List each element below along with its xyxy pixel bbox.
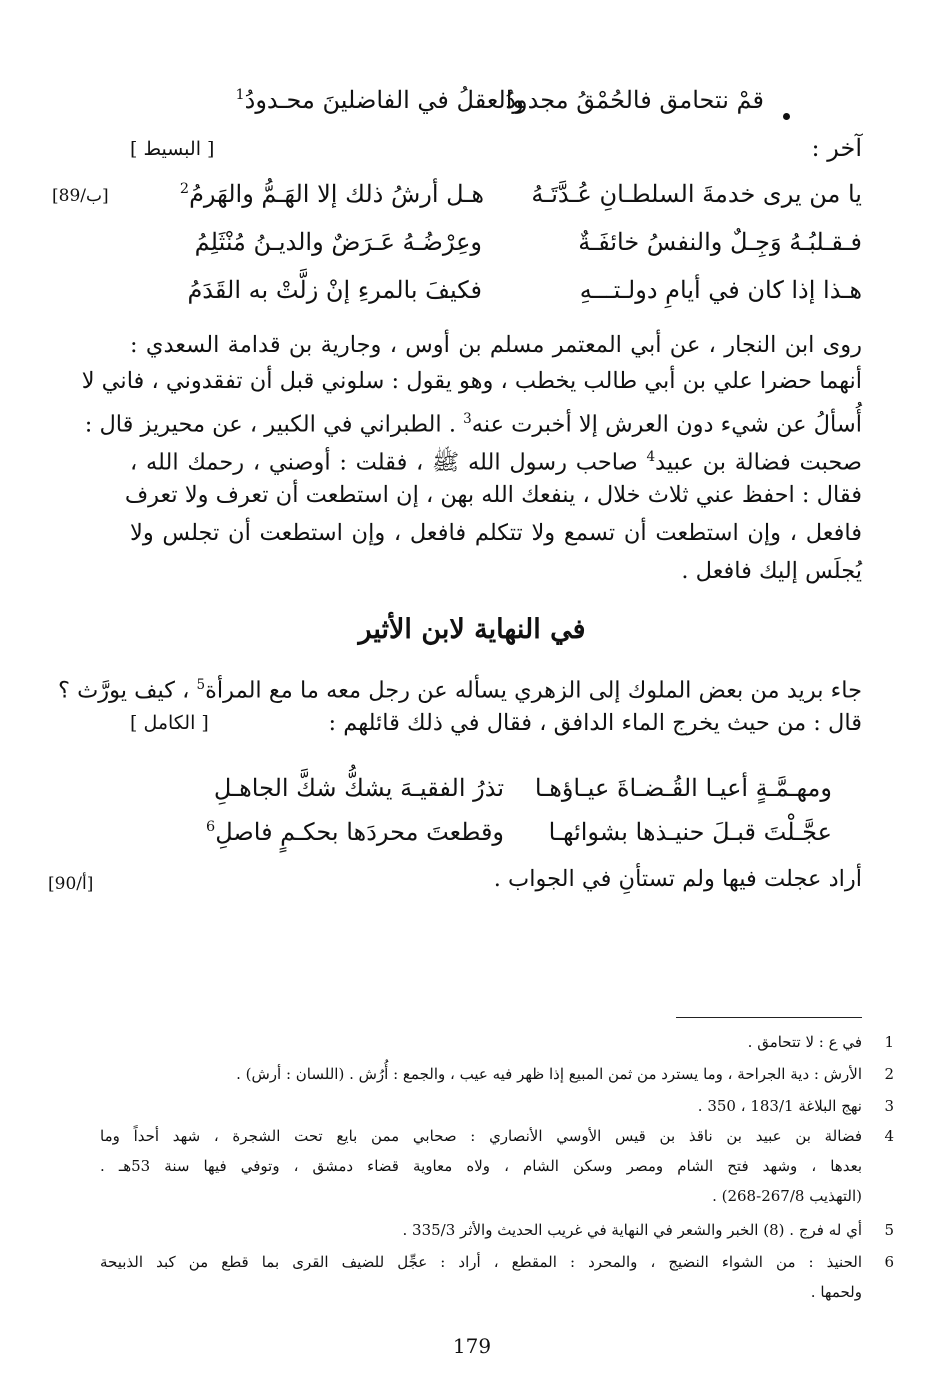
prose-line: جاء بريد من بعض الملوك إلى الزهري يسأله عن رجل معه ما مع المرأة$^5$ ، كيف يورَّث ؟ — [57, 677, 862, 704]
prose-line: صحبت فضالة بن عبيد$^4$ صاحب رسول الله ﷺ ، فقلت : أوصني ، رحمك الله ، — [130, 449, 862, 476]
verse-6-hemistich-right: عجَّـلْتَ قبـلَ حنيـذها بشوائهـا — [548, 818, 832, 846]
prose-line: يُجلَس إليك فافعل . — [681, 558, 862, 584]
verse-2-hemistich-right: يا من يرى خدمةَ السلطـانِ عُـدَّتَـهُ — [531, 180, 862, 208]
prose-line: أُسألُ عن شيء دون العرش إلا أخبرت عنه$^3$ . الطبراني في الكبير ، عن محيريز قال : — [84, 411, 862, 438]
poet-label: آخر : — [811, 134, 862, 162]
footnote: 5 أي له فرج . (8) الخبر والشعر في النهاية في غريب الحديث والأثر 335/3 . — [402, 1221, 894, 1239]
footnote: 6 الحنيذ : من الشواء النضيج ، والمحرد : المقطع ، أراد : عجِّل للضيف القرى بما قطع من كبد الذبيحة ولحمها . — [100, 1253, 894, 1301]
verse-5-hemistich-left: تذرُ الفقيـهَ يشكُّ شكَّ الجاهـلِ — [213, 774, 504, 802]
verse-3-hemistich-right: فـقـلبُـهُ وَجِـلٌ والنفسُ خائفَـةٌ — [578, 228, 862, 256]
prose-line: روى ابن النجار ، عن أبي المعتمر مسلم بن أوس ، وجارية بن قدامة السعدي : — [130, 332, 862, 358]
verse-4-hemistich-left: فكيفَ بالمرءِ إنْ زلَّتْ به القَدَمُ — [187, 276, 482, 304]
manuscript-folio-marker: [89/ب] — [52, 186, 109, 206]
prose-line: فقال : احفظ عني ثلاث خلال ، ينفعك الله بهن ، إن استطعت أن تعرف ولا تعرف — [124, 482, 862, 508]
footnote: 4 فضالة بن عبيد بن ناقذ بن قيس الأوسي الأنصاري : صحابي ممن بايع تحت الشجرة ، شهد أحداً وما بعدها ، وشهد فتح الشام ومصر وسكن الشام ، ولاه معاوية قضاء دمشق ، وتوفي فيها سنة 53هـ . (التهذيب 267/8-268) . — [100, 1127, 894, 1205]
footnote: 1 في ع : لا تتحامق . — [747, 1033, 894, 1051]
verse-5-hemistich-right: ومهـمَّـةٍ أعيـا القُـضـاةَ عيـاؤهـا — [534, 774, 832, 802]
meter-label: [ الكامل ] — [130, 712, 209, 734]
meter-label: [ البسيط ] — [130, 138, 215, 160]
verse-1-hemistich-left: والعقلُ في الفاضلينَ محـدودُ$^1$ — [235, 86, 524, 114]
footnote-separator — [676, 1017, 862, 1018]
prose-line: فافعل ، وإن استطعت أن تسمع ولا تتكلم فافعل ، وإن استطعت أن تجلس ولا — [130, 520, 862, 546]
verse-2-hemistich-left: هـل أرشُ ذلك إلا الهَـمُّ والهَرمُ$^2$ — [179, 180, 484, 208]
verse-6-hemistich-left: وقطعتَ محردَها بحكـمٍ فاصلِ$^6$ — [206, 818, 504, 846]
bullet-mark — [783, 113, 790, 120]
manuscript-folio-marker: [90/أ] — [48, 874, 94, 894]
verse-4-hemistich-right: هـذا إذا كان في أيامِ دولـتـــهِ — [579, 276, 862, 304]
prose-line: قال : من حيث يخرج الماء الدافق ، فقال في ذلك قائلهم : — [328, 710, 862, 736]
closing-line: أراد عجلت فيها ولم تستأنِ في الجواب . — [493, 866, 862, 892]
footnote: 3 نهج البلاغة 183/1 ، 350 . — [697, 1097, 894, 1115]
page-number: 179 — [452, 1334, 492, 1358]
verse-1-hemistich-right: قمْ نتحامق فالحُمْقُ مجدودُ — [505, 86, 764, 114]
verse-3-hemistich-left: وعِرْضُـهُ عَـرَضٌ والديـنُ مُنْثَلِمُ — [194, 228, 482, 256]
footnote: 2 الأرش : دية الجراحة ، وما يسترد من ثمن المبيع إذا ظهر فيه عيب ، والجمع : أُرُش . (اللسان : أرش) . — [236, 1065, 894, 1083]
prose-line: أنهما حضرا علي بن أبي طالب يخطب ، وهو يقول : سلوني قبل أن تفقدوني ، فاني لا — [81, 368, 862, 394]
section-heading: في النهاية لابن الأثير — [358, 614, 586, 645]
